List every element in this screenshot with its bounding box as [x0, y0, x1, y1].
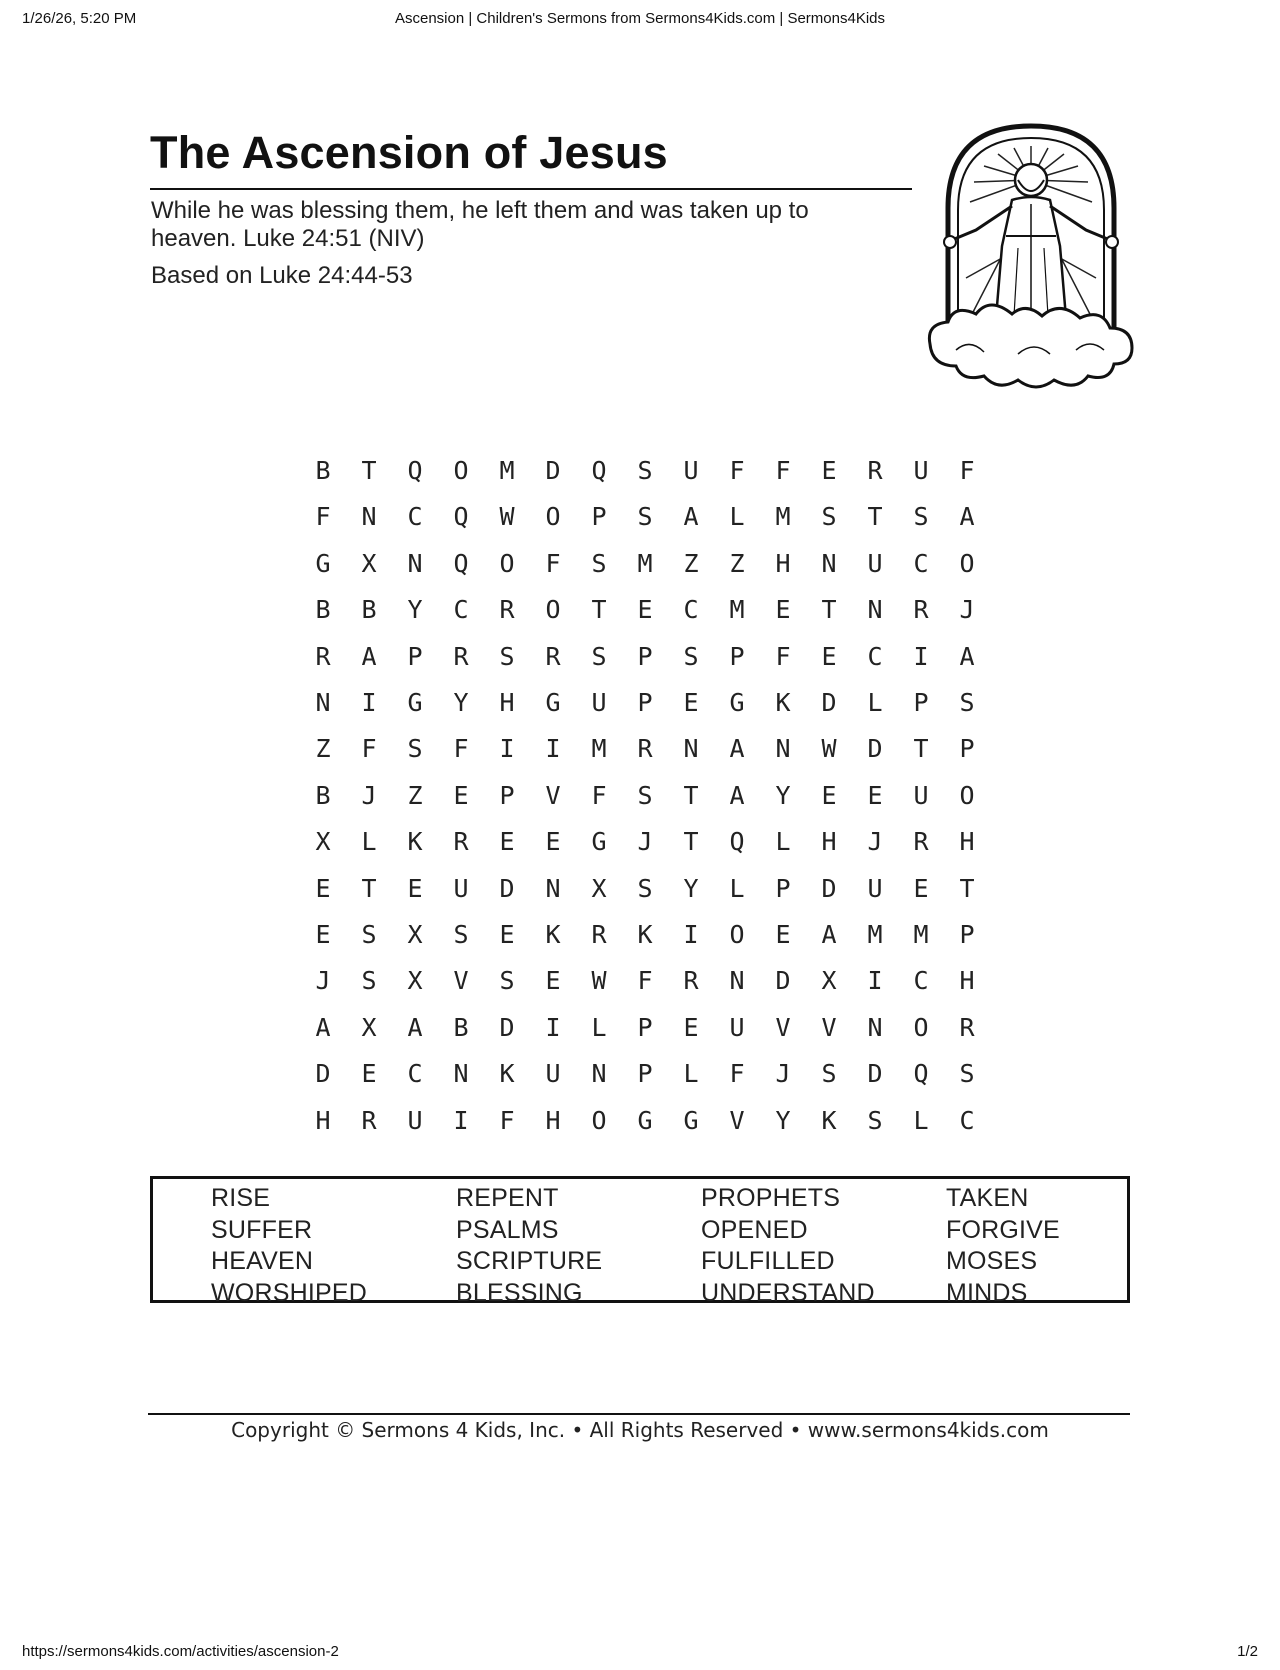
grid-letter: E: [499, 827, 515, 857]
grid-letter: K: [637, 920, 653, 949]
grid-letter: Q: [729, 827, 745, 857]
grid-letter: A: [959, 502, 975, 532]
grid-letter: D: [867, 1059, 883, 1089]
word-list-box: [150, 1176, 1130, 1307]
grid-letter: I: [683, 920, 699, 949]
grid-letter: S: [913, 502, 929, 532]
grid-letter: U: [729, 1012, 745, 1042]
grid-letter: U: [683, 456, 699, 485]
grid-letter: C: [407, 1059, 423, 1089]
grid-letter: V: [729, 1105, 745, 1135]
grid-letter: T: [683, 780, 699, 810]
grid-letter: A: [729, 734, 745, 764]
grid-letter: X: [361, 548, 377, 578]
grid-letter: L: [913, 1105, 929, 1135]
grid-letter: P: [959, 920, 975, 949]
grid-letter: D: [821, 873, 837, 903]
grid-letter: S: [683, 641, 699, 671]
grid-letter: F: [315, 502, 331, 532]
word-list-item: FULFILLED: [701, 1247, 835, 1275]
grid-letter: F: [361, 734, 377, 764]
grid-letter: H: [775, 548, 791, 578]
grid-letter: Z: [315, 734, 331, 764]
grid-letter: C: [453, 595, 469, 625]
grid-letter: S: [637, 502, 653, 532]
grid-letter: Q: [591, 456, 607, 485]
scripture-verse: While he was blessing them, he left them and was taken up to heaven. Luke 24:51 (NIV): [151, 197, 809, 252]
grid-letter: F: [729, 456, 745, 485]
word-list-item: MOSES: [946, 1247, 1038, 1275]
grid-letter: X: [361, 1012, 377, 1042]
grid-letter: K: [775, 688, 791, 717]
grid-letter: Y: [407, 595, 423, 625]
grid-letter: R: [867, 456, 883, 485]
grid-letter: U: [867, 873, 883, 903]
grid-letter: E: [683, 1012, 699, 1042]
print-page-title: Ascension | Children's Sermons from Sermons4Kids.com | Sermons4Kids: [394, 10, 885, 27]
grid-letter: V: [453, 966, 469, 996]
word-list-item: OPENED: [701, 1215, 808, 1244]
grid-row: [300, 494, 990, 540]
grid-letter: N: [867, 1012, 883, 1042]
grid-letter: Y: [775, 1105, 791, 1135]
grid-row: [300, 912, 990, 958]
grid-letter: S: [591, 641, 607, 671]
grid-letter: L: [775, 827, 791, 857]
grid-letter: S: [821, 502, 837, 532]
grid-letter: M: [775, 502, 791, 532]
grid-row: [300, 726, 990, 772]
grid-letter: S: [453, 920, 469, 949]
worksheet-title: The Ascension of Jesus: [150, 127, 668, 178]
grid-letter: S: [361, 966, 377, 996]
grid-letter: Z: [683, 548, 699, 578]
grid-letter: T: [683, 827, 699, 857]
grid-letter: T: [867, 502, 883, 532]
grid-letter: I: [867, 966, 883, 996]
grid-letter: M: [499, 456, 515, 485]
grid-letter: F: [453, 734, 469, 764]
grid-letter: O: [545, 502, 561, 532]
grid-letter: N: [361, 502, 377, 532]
grid-letter: B: [315, 456, 331, 485]
grid-letter: Q: [913, 1059, 929, 1089]
grid-letter: B: [361, 595, 377, 625]
grid-letter: K: [407, 827, 423, 857]
grid-letter: M: [591, 734, 607, 764]
grid-letter: N: [407, 548, 423, 578]
grid-letter: L: [361, 827, 377, 857]
grid-letter: H: [499, 688, 515, 717]
grid-letter: D: [775, 966, 791, 996]
grid-letter: M: [913, 920, 929, 949]
grid-letter: W: [499, 502, 515, 532]
grid-letter: U: [545, 1059, 561, 1089]
ascending-jesus-clouds-icon: [926, 118, 1136, 408]
grid-letter: O: [913, 1012, 929, 1042]
word-list-item: REPENT: [456, 1184, 559, 1212]
grid-letter: L: [591, 1012, 607, 1042]
grid-letter: J: [959, 595, 975, 625]
grid-letter: U: [867, 548, 883, 578]
grid-letter: V: [775, 1012, 791, 1042]
grid-letter: P: [407, 641, 423, 671]
grid-letter: E: [637, 595, 653, 625]
grid-letter: T: [913, 734, 929, 764]
grid-letter: N: [867, 595, 883, 625]
grid-letter: D: [315, 1059, 331, 1089]
grid-letter: F: [499, 1105, 515, 1135]
grid-letter: F: [729, 1059, 745, 1089]
based-on-reference: Based on Luke 24:44-53: [151, 262, 413, 289]
grid-letter: O: [499, 548, 515, 578]
grid-letter: B: [453, 1012, 469, 1042]
grid-letter: N: [729, 966, 745, 996]
grid-letter: S: [361, 920, 377, 949]
grid-letter: K: [821, 1105, 837, 1135]
grid-letter: A: [821, 920, 837, 949]
word-list-item: PROPHETS: [701, 1184, 841, 1212]
grid-letter: P: [637, 1059, 653, 1089]
grid-letter: E: [407, 873, 423, 903]
grid-row: [300, 1005, 990, 1051]
grid-letter: F: [591, 780, 607, 810]
grid-letter: M: [867, 920, 883, 949]
word-list-item: RISE: [211, 1184, 271, 1212]
grid-letter: I: [453, 1105, 469, 1135]
grid-letter: R: [499, 595, 515, 625]
grid-letter: L: [729, 502, 745, 532]
grid-row: [300, 587, 990, 633]
grid-letter: X: [315, 827, 331, 857]
grid-letter: P: [499, 780, 515, 810]
grid-letter: D: [499, 1012, 515, 1042]
print-datetime: 1/26/26, 5:20 PM: [22, 10, 137, 27]
grid-row: [300, 680, 990, 726]
grid-letter: A: [683, 502, 699, 532]
grid-letter: Q: [453, 548, 469, 578]
footer-divider: [148, 1413, 1130, 1415]
grid-letter: E: [821, 780, 837, 810]
grid-letter: U: [913, 456, 929, 485]
grid-letter: F: [545, 548, 561, 578]
grid-letter: J: [315, 966, 331, 996]
grid-letter: R: [361, 1105, 377, 1135]
grid-letter: V: [545, 780, 561, 810]
grid-letter: G: [545, 688, 561, 717]
grid-letter: P: [775, 873, 791, 903]
word-list-column: [701, 1183, 875, 1309]
word-list-item: WORSHIPED: [211, 1278, 367, 1307]
grid-letter: S: [499, 966, 515, 996]
grid-letter: N: [683, 734, 699, 764]
grid-letter: R: [315, 641, 331, 671]
grid-letter: O: [959, 548, 975, 578]
grid-letter: T: [361, 456, 377, 485]
grid-letter: W: [821, 734, 837, 764]
word-list-item: SUFFER: [211, 1215, 313, 1244]
grid-letter: C: [913, 548, 929, 578]
grid-letter: N: [591, 1059, 607, 1089]
grid-letter: E: [683, 688, 699, 717]
grid-letter: U: [591, 688, 607, 717]
copyright-notice: Copyright © Sermons 4 Kids, Inc. • All Rights Reserved • www.sermons4kids.com: [231, 1418, 1049, 1442]
grid-row: [300, 866, 990, 912]
grid-letter: U: [407, 1105, 423, 1135]
grid-letter: Y: [683, 873, 699, 903]
grid-letter: G: [683, 1105, 699, 1135]
grid-letter: P: [637, 1012, 653, 1042]
print-url: https://sermons4kids.com/activities/ascension-2: [22, 1643, 339, 1660]
grid-letter: L: [867, 688, 883, 717]
grid-letter: R: [591, 920, 607, 949]
grid-letter: J: [775, 1059, 791, 1089]
grid-letter: U: [453, 873, 469, 903]
grid-letter: P: [637, 688, 653, 717]
grid-letter: M: [729, 595, 745, 625]
grid-letter: F: [959, 456, 975, 485]
grid-letter: E: [361, 1059, 377, 1089]
grid-letter: P: [913, 688, 929, 717]
grid-row: [300, 819, 990, 865]
grid-letter: C: [683, 595, 699, 625]
grid-letter: E: [545, 827, 561, 857]
grid-letter: O: [729, 920, 745, 949]
grid-row: [300, 541, 990, 587]
word-list-item: HEAVEN: [211, 1247, 314, 1275]
grid-letter: R: [545, 641, 561, 671]
grid-letter: J: [361, 780, 377, 810]
grid-letter: R: [959, 1012, 975, 1042]
grid-letter: E: [913, 873, 929, 903]
grid-letter: E: [453, 780, 469, 810]
grid-letter: C: [407, 502, 423, 532]
grid-letter: E: [499, 920, 515, 949]
grid-letter: H: [959, 966, 975, 996]
grid-letter: B: [315, 595, 331, 625]
grid-letter: H: [315, 1105, 331, 1135]
grid-letter: A: [729, 780, 745, 810]
grid-letter: S: [637, 873, 653, 903]
grid-letter: T: [361, 873, 377, 903]
grid-letter: I: [499, 734, 515, 764]
grid-letter: E: [315, 873, 331, 903]
word-list-item: PSALMS: [456, 1215, 559, 1244]
grid-letter: Z: [407, 780, 423, 810]
grid-letter: N: [821, 548, 837, 578]
grid-letter: S: [637, 456, 653, 485]
grid-letter: K: [545, 920, 561, 949]
grid-letter: Z: [729, 548, 745, 578]
word-list-item: MINDS: [946, 1278, 1028, 1307]
grid-letter: C: [867, 641, 883, 671]
grid-row: [300, 448, 990, 494]
grid-letter: J: [637, 827, 653, 857]
grid-letter: S: [637, 780, 653, 810]
grid-letter: T: [959, 873, 975, 903]
grid-letter: A: [361, 641, 377, 671]
grid-letter: X: [407, 920, 423, 949]
grid-letter: E: [821, 456, 837, 485]
grid-letter: E: [821, 641, 837, 671]
grid-letter: R: [913, 827, 929, 857]
grid-letter: G: [407, 688, 423, 717]
grid-letter: H: [821, 827, 837, 857]
grid-letter: S: [499, 641, 515, 671]
word-list-item: TAKEN: [946, 1184, 1029, 1212]
grid-letter: A: [959, 641, 975, 671]
grid-letter: S: [959, 688, 975, 717]
grid-letter: G: [591, 827, 607, 857]
grid-row: [300, 1098, 990, 1144]
grid-letter: D: [867, 734, 883, 764]
grid-letter: E: [545, 966, 561, 996]
grid-row: [300, 773, 990, 819]
grid-letter: O: [453, 456, 469, 485]
grid-letter: E: [867, 780, 883, 810]
grid-letter: T: [591, 595, 607, 625]
grid-letter: A: [407, 1012, 423, 1042]
grid-letter: T: [821, 595, 837, 625]
grid-letter: P: [959, 734, 975, 764]
grid-letter: J: [867, 827, 883, 857]
grid-letter: F: [637, 966, 653, 996]
grid-letter: F: [775, 456, 791, 485]
grid-letter: R: [453, 641, 469, 671]
word-list-column: [211, 1183, 367, 1309]
grid-letter: H: [545, 1105, 561, 1135]
grid-letter: X: [407, 966, 423, 996]
grid-letter: S: [591, 548, 607, 578]
grid-letter: U: [913, 780, 929, 810]
grid-letter: D: [499, 873, 515, 903]
grid-letter: C: [959, 1105, 975, 1135]
grid-letter: D: [821, 688, 837, 717]
grid-letter: N: [775, 734, 791, 764]
word-list-item: FORGIVE: [946, 1215, 1060, 1244]
grid-letter: I: [545, 1012, 561, 1042]
word-list-column: [456, 1183, 602, 1309]
grid-letter: I: [913, 641, 929, 671]
grid-letter: F: [775, 641, 791, 671]
grid-letter: E: [315, 920, 331, 949]
grid-letter: S: [821, 1059, 837, 1089]
grid-letter: Q: [407, 456, 423, 485]
grid-letter: E: [775, 595, 791, 625]
grid-row: [300, 1051, 990, 1097]
grid-letter: I: [545, 734, 561, 764]
grid-letter: G: [729, 688, 745, 717]
grid-letter: I: [361, 688, 377, 717]
grid-letter: P: [729, 641, 745, 671]
grid-letter: W: [591, 966, 607, 996]
grid-letter: A: [315, 1012, 331, 1042]
grid-letter: R: [453, 827, 469, 857]
grid-letter: N: [315, 688, 331, 717]
grid-letter: N: [453, 1059, 469, 1089]
grid-letter: S: [867, 1105, 883, 1135]
grid-row: [300, 958, 990, 1004]
grid-row: [300, 634, 990, 680]
grid-letter: O: [591, 1105, 607, 1135]
grid-letter: L: [729, 873, 745, 903]
grid-letter: K: [499, 1059, 515, 1089]
grid-letter: R: [683, 966, 699, 996]
grid-letter: L: [683, 1059, 699, 1089]
grid-letter: C: [913, 966, 929, 996]
grid-letter: E: [775, 920, 791, 949]
print-page-number: 1/2: [1237, 1643, 1258, 1660]
word-list-item: SCRIPTURE: [456, 1247, 603, 1275]
grid-letter: B: [315, 780, 331, 810]
word-list-column: [946, 1183, 1060, 1309]
grid-letter: M: [637, 548, 653, 578]
grid-letter: O: [959, 780, 975, 810]
grid-letter: Y: [453, 688, 469, 717]
word-list-item: UNDERSTAND: [701, 1278, 875, 1307]
grid-letter: P: [591, 502, 607, 532]
grid-letter: R: [637, 734, 653, 764]
grid-letter: N: [545, 873, 561, 903]
grid-letter: G: [637, 1105, 653, 1135]
grid-letter: Q: [453, 502, 469, 532]
grid-letter: O: [545, 595, 561, 625]
grid-letter: Y: [775, 780, 791, 810]
grid-letter: X: [591, 873, 607, 903]
grid-letter: S: [407, 734, 423, 764]
grid-letter: V: [821, 1012, 837, 1042]
grid-letter: R: [913, 595, 929, 625]
grid-letter: H: [959, 827, 975, 857]
grid-letter: P: [637, 641, 653, 671]
grid-letter: D: [545, 456, 561, 485]
grid-letter: S: [959, 1059, 975, 1089]
title-divider: [150, 188, 912, 190]
grid-letter: G: [315, 548, 331, 578]
grid-letter: X: [821, 966, 837, 996]
word-list-item: BLESSING: [456, 1278, 583, 1307]
